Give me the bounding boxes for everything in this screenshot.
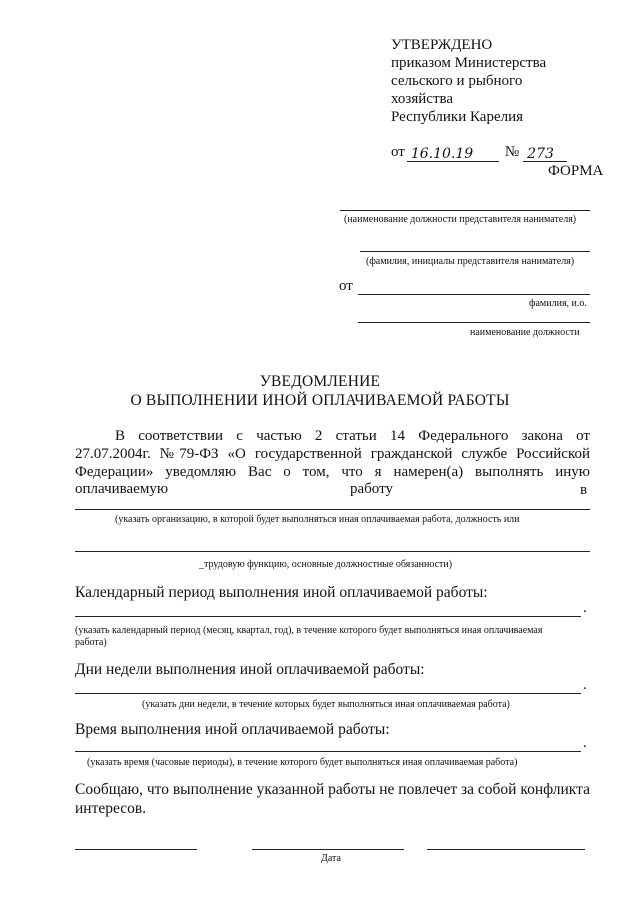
signature-name-line	[427, 849, 585, 850]
surname-field-line	[358, 294, 590, 295]
from-label: от	[339, 278, 353, 294]
organization-field-line	[75, 509, 590, 510]
period-field-line	[75, 616, 581, 617]
job-caption: наименование должности	[470, 327, 580, 338]
function-caption: _трудовую функцию, основные должностные обязанности)	[199, 559, 453, 570]
body-word: в	[580, 482, 588, 498]
body-line	[75, 445, 590, 464]
time-field-line	[75, 751, 581, 752]
period-caption-cont: работа)	[75, 637, 107, 648]
body-line	[75, 427, 590, 446]
order-line	[391, 144, 567, 162]
body-text: 27.07.2004г. №79-ФЗ «О государственной гражданской службе Российской	[75, 446, 590, 462]
time-caption: (указать время (часовые периоды), в течение которого будет выполняться иная оплачиваемая работа)	[87, 757, 518, 768]
conflict-statement: Сообщаю, что выполнение указанной работы не повлечет за собой конфликта	[75, 781, 590, 798]
order-number-handwritten: 273	[527, 146, 554, 162]
approval-line: сельского и рыбного	[391, 73, 523, 89]
position-caption: (наименование должности представителя нанимателя)	[344, 214, 577, 225]
period-dot: .	[583, 600, 587, 616]
name-caption: (фамилия, инициалы представителя нанимателя)	[366, 256, 575, 267]
document-title: УВЕДОМЛЕНИЕ	[259, 373, 381, 390]
name-field-line	[360, 251, 590, 252]
order-date-label: от	[391, 144, 405, 160]
order-number-field	[523, 144, 567, 162]
approval-line: хозяйства	[391, 91, 454, 107]
body-word: работу	[350, 481, 393, 497]
approval-line: приказом Министерства	[391, 55, 547, 71]
body-text: Федерации» уведомляю Вас о том, что я намерен(а) выполнять иную	[75, 464, 590, 480]
days-field-line	[75, 693, 581, 694]
form-label: ФОРМА	[548, 163, 604, 179]
signature-line	[75, 849, 197, 850]
organization-caption: (указать организацию, в которой будет выполняться иная оплачиваемая работа, должность или	[115, 514, 520, 525]
days-heading: Дни недели выполнения иной оплачиваемой работы:	[75, 661, 425, 678]
days-dot: .	[583, 677, 587, 693]
position-field-line	[340, 210, 590, 211]
time-heading: Время выполнения иной оплачиваемой работы:	[75, 721, 390, 738]
time-dot: .	[583, 735, 587, 751]
function-field-line	[75, 551, 590, 552]
period-heading: Календарный период выполнения иной оплачиваемой работы:	[75, 584, 488, 601]
date-line	[252, 849, 404, 850]
order-date-field	[407, 144, 499, 162]
approval-line: Республики Карелия	[391, 109, 524, 125]
surname-caption: фамилия, и.о.	[529, 298, 587, 309]
approval-title: УТВЕРЖДЕНО	[391, 37, 493, 53]
document-subtitle: О ВЫПОЛНЕНИИ ИНОЙ ОПЛАЧИВАЕМОЙ РАБОТЫ	[130, 392, 510, 409]
conflict-statement-cont: интересов.	[75, 800, 147, 817]
date-caption: Дата	[321, 853, 341, 864]
approval-stamp	[391, 36, 546, 126]
body-line	[75, 463, 590, 482]
job-field-line	[358, 322, 590, 323]
body-text: В соответствии с частью 2 статьи 14 Федерального закона от	[115, 428, 590, 444]
period-caption: (указать календарный период (месяц, квартал, год), в течение которого будет выполняться иная оплачиваемая	[75, 625, 543, 636]
body-word: оплачиваемую	[75, 481, 169, 497]
order-number-label: №	[504, 144, 520, 160]
order-date-handwritten: 16.10.19	[410, 146, 474, 162]
days-caption: (указать дни недели, в течение которых будет выполняться иная оплачиваемая работа)	[142, 699, 510, 710]
